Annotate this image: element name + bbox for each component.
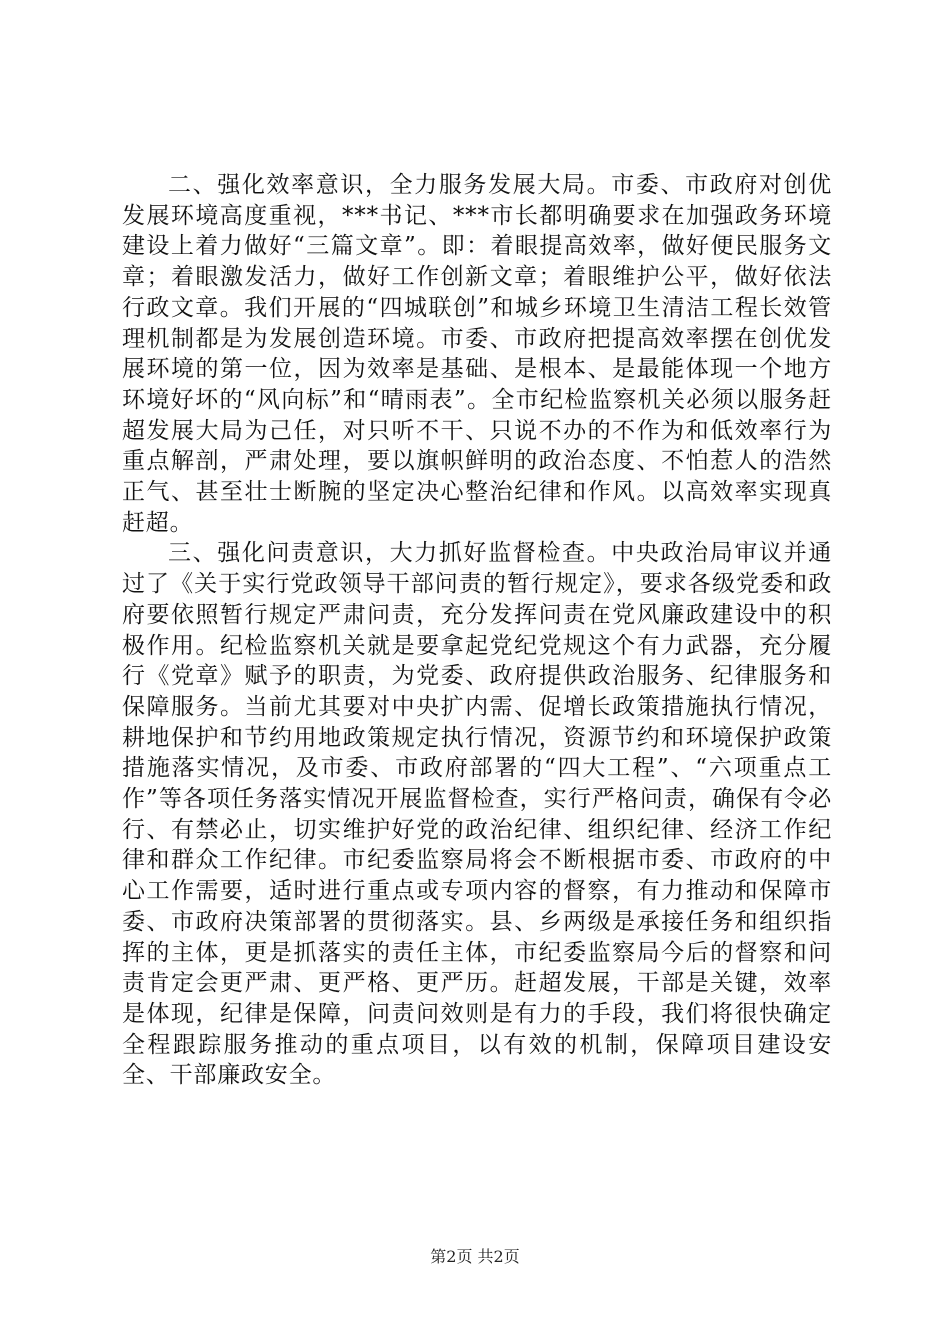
paragraph-efficiency: 二、强化效率意识，全力服务发展大局。市委、市政府对创优发展环境高度重视，***书记、***市长都明确要求在加强政务环境建设上着力做好“三篇文章”。即：着眼提高效率，做好便民服务文章；着眼激发活力，做好工作创新文章；着眼维护公平，做好依法行政文章。我们开展的“四城联创”和城乡环境卫生清洁工程长效管理机制都是为发展创造环境。市委、市政府把提高效率摆在创优发展环境的第一位，因为效率是基础、是根本、是最能体现一个地方环境好坏的“风向标”和“晴雨表”。全市纪检监察机关必须以服务赶超发展大局为己任，对只听不干、只说不办的不作为和低效率行为重点解剖，严肃处理，要以旗帜鲜明的政治态度、不怕惹人的浩然正气、甚至壮士断腕的坚定决心整治纪律和作风。以高效率实现真赶超。 xyxy=(122,172,832,536)
paragraph-accountability: 三、强化问责意识，大力抓好监督检查。中央政治局审议并通过了《关于实行党政领导干部问责的暂行规定》，要求各级党委和政府要依照暂行规定严肃问责，充分发挥问责在党风廉政建设中的积极作用。纪检监察机关就是要拿起党纪党规这个有力武器，充分履行《党章》赋予的职责，为党委、政府提供政治服务、纪律服务和保障服务。当前尤其要对中央扩内需、促增长政策措施执行情况，耕地保护和节约用地政策规定执行情况，资源节约和环境保护政策措施落实情况，及市委、市政府部署的“四大工程”、“六项重点工作”等各项任务落实情况开展监督检查，实行严格问责，确保有令必行、有禁必止，切实维护好党的政治纪律、组织纪律、经济工作纪律和群众工作纪律。市纪委监察局将会不断根据市委、市政府的中心工作需要，适时进行重点或专项内容的督察，有力推动和保障市委、市政府决策部署的贯彻落实。县、乡两级是承接任务和组织指挥的主体，更是抓落实的责任主体，市纪委监察局今后的督察和问责肯定会更严肃、更严格、更严历。赶超发展，干部是关键，效率是体现，纪律是保障，问责问效则是有力的手段，我们将很快确定全程跟踪服务推动的重点项目，以有效的机制，保障项目建设安全、干部廉政安全。 xyxy=(122,540,832,1089)
page-number-footer: 第2页 共2页 xyxy=(430,1247,520,1266)
document-body xyxy=(122,170,832,1091)
